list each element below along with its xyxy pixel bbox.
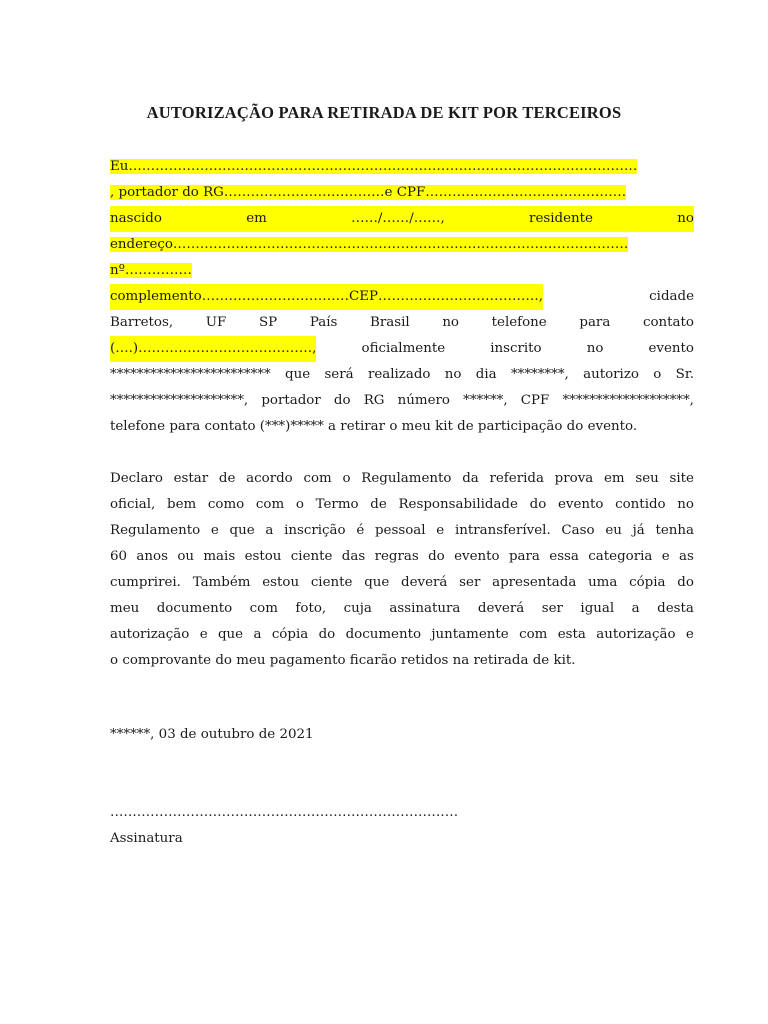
word: ser <box>459 575 481 590</box>
word: cidade <box>649 289 694 304</box>
rg-cpf-field[interactable]: , portador do RG………………………………e CPF……………………………………… <box>110 185 627 200</box>
word: uma <box>588 575 618 590</box>
word: evento <box>454 549 500 564</box>
declaration-line <box>110 466 694 492</box>
word: que <box>364 575 390 590</box>
name-field[interactable]: Eu…………………………………………………………………………………………………… <box>110 159 638 174</box>
word: documento <box>156 601 233 616</box>
word: o <box>653 367 662 382</box>
word: igual <box>580 601 615 616</box>
place-date: ******, 03 de outubro de 2021 <box>110 727 314 742</box>
signature-line[interactable] <box>110 800 694 826</box>
word: ciente <box>310 575 353 590</box>
word: ciente <box>290 549 333 564</box>
word: de <box>370 497 387 512</box>
declaration-line <box>110 622 694 648</box>
declaration-line <box>110 492 694 518</box>
word: e <box>199 627 208 642</box>
word: ******, <box>463 393 508 408</box>
word: deverá <box>477 601 525 616</box>
word: oficialmente <box>361 341 446 356</box>
word: autorização <box>110 627 190 642</box>
word: País <box>309 315 338 330</box>
word: pessoal <box>374 523 426 538</box>
word: Barretos, <box>110 315 174 330</box>
word: Caso <box>561 523 595 538</box>
word: das <box>341 549 366 564</box>
word: Responsabilidade <box>398 497 518 512</box>
date-line <box>110 722 694 748</box>
word: estar <box>173 471 209 486</box>
word: Regulamento <box>361 471 452 486</box>
word: para <box>508 549 540 564</box>
declaration-line <box>110 544 694 570</box>
birth-date-field[interactable]: ……/……/……, <box>351 211 445 226</box>
word: da <box>462 471 479 486</box>
paragraph-last-line: telefone para contato (***)***** a retirar o meu kit de participação do evento. <box>110 419 638 434</box>
word: do <box>333 393 351 408</box>
word: intransferível. <box>454 523 551 538</box>
signature-label: Assinatura <box>110 831 183 846</box>
document-title: AUTORIZAÇÃO PARA RETIRADA DE KIT POR TERCEIROS <box>146 103 622 122</box>
form-line-birth[interactable] <box>110 206 694 232</box>
word: contato <box>642 315 694 330</box>
word: as <box>679 549 694 564</box>
word: para <box>579 315 611 330</box>
form-line-rg-cpf <box>110 180 694 206</box>
word: que <box>285 367 311 382</box>
word: Também <box>192 575 251 590</box>
form-line-last <box>110 414 694 440</box>
word: Brasil <box>370 315 410 330</box>
word: de <box>218 471 236 486</box>
word: evento <box>648 341 694 356</box>
word: Sr. <box>675 367 694 382</box>
form-line-number <box>110 258 694 284</box>
word: autorizo <box>583 367 639 382</box>
declaration-line <box>110 570 694 596</box>
word: apresentada <box>492 575 577 590</box>
word: evento <box>557 497 604 512</box>
word: já <box>632 523 645 538</box>
word: no <box>444 367 462 382</box>
word: realizado <box>367 367 431 382</box>
word: Declaro <box>110 471 163 486</box>
declaration-line <box>110 518 694 544</box>
word: ********, <box>510 367 569 382</box>
word: estou <box>244 549 282 564</box>
word: site <box>669 471 694 486</box>
word: referida <box>489 471 544 486</box>
form-line-phone <box>110 336 694 362</box>
word: ser <box>541 601 563 616</box>
word: eu <box>605 523 622 538</box>
word: no <box>442 315 459 330</box>
word: como <box>207 497 245 512</box>
form-line-third-party <box>110 388 694 414</box>
word: acordo <box>246 471 293 486</box>
form-line-address <box>110 232 694 258</box>
signature-label-line <box>110 826 694 852</box>
word: dia <box>475 367 497 382</box>
word: essa <box>549 549 579 564</box>
word: será <box>324 367 354 382</box>
word: Termo <box>315 497 359 512</box>
declaration-line-last <box>110 648 694 674</box>
form-line-complement <box>110 284 694 310</box>
word: do <box>677 575 694 590</box>
word: *******************, <box>562 393 694 408</box>
word: cuja <box>343 601 372 616</box>
address-field[interactable]: endereço………………………………………………………………………………………… <box>110 237 629 252</box>
word: e <box>210 523 219 538</box>
word: nascido <box>110 211 162 226</box>
word: ou <box>177 549 194 564</box>
word: a <box>265 523 274 538</box>
word: no <box>586 341 604 356</box>
word: do <box>318 627 336 642</box>
word: juntamente <box>431 627 509 642</box>
word: no <box>677 211 694 226</box>
word: do <box>428 549 445 564</box>
word: 60 <box>110 549 128 564</box>
word: CPF <box>520 393 550 408</box>
word: cópia <box>271 627 309 642</box>
word: estou <box>262 575 300 590</box>
word: ********************, <box>110 393 249 408</box>
word: deverá <box>401 575 448 590</box>
word: UF <box>205 315 227 330</box>
form-line-name <box>110 154 694 180</box>
word: assinatura <box>389 601 461 616</box>
word: a <box>631 601 640 616</box>
complement-cep-field[interactable]: complemento……………………………CEP………………………………, <box>110 284 543 310</box>
word: que <box>229 523 255 538</box>
word: esta <box>557 627 586 642</box>
word: documento <box>345 627 422 642</box>
number-field[interactable]: nº…………… <box>110 263 192 278</box>
word: e <box>436 523 445 538</box>
word: é <box>356 523 365 538</box>
declaration-line <box>110 596 694 622</box>
word: inscrição <box>284 523 346 538</box>
word: portador <box>261 393 321 408</box>
word: autorização <box>596 627 676 642</box>
word: regras <box>374 549 419 564</box>
word: contido <box>615 497 666 512</box>
word: que <box>217 627 244 642</box>
word: oficial, <box>110 497 156 512</box>
word: do <box>529 497 547 512</box>
paragraph-last-line: o comprovante do meu pagamento ficarão retidos na retirada de kit. <box>110 653 576 668</box>
word: ************************ <box>110 367 271 382</box>
word: com <box>303 471 332 486</box>
form-line-city <box>110 310 694 336</box>
word: com <box>519 627 548 642</box>
word: e <box>685 627 694 642</box>
word: no <box>677 497 694 512</box>
word: Regulamento <box>110 523 201 538</box>
word: telefone <box>491 315 547 330</box>
word: o <box>342 471 351 486</box>
word: RG <box>363 393 385 408</box>
word: tenha <box>655 523 694 538</box>
word: meu <box>110 601 140 616</box>
word: foto, <box>295 601 327 616</box>
word: o <box>295 497 304 512</box>
word: SP <box>258 315 278 330</box>
signature-field[interactable]: …………………………………………………………………… <box>110 805 459 820</box>
word: categoria <box>588 549 653 564</box>
word: com <box>249 601 278 616</box>
word: a <box>253 627 262 642</box>
phone-field[interactable]: (….)…………………………………, <box>110 336 316 362</box>
word: número <box>397 393 450 408</box>
word: e <box>661 549 670 564</box>
word: residente <box>529 211 593 226</box>
word: bem <box>167 497 197 512</box>
word: com <box>255 497 285 512</box>
word: prova <box>554 471 594 486</box>
word: anos <box>136 549 168 564</box>
word: cópia <box>629 575 666 590</box>
word: seu <box>635 471 659 486</box>
word: em <box>604 471 625 486</box>
word: cumprirei. <box>110 575 181 590</box>
word: inscrito <box>490 341 542 356</box>
word: em <box>246 211 267 226</box>
word: mais <box>203 549 236 564</box>
form-line-event <box>110 362 694 388</box>
word: desta <box>657 601 694 616</box>
